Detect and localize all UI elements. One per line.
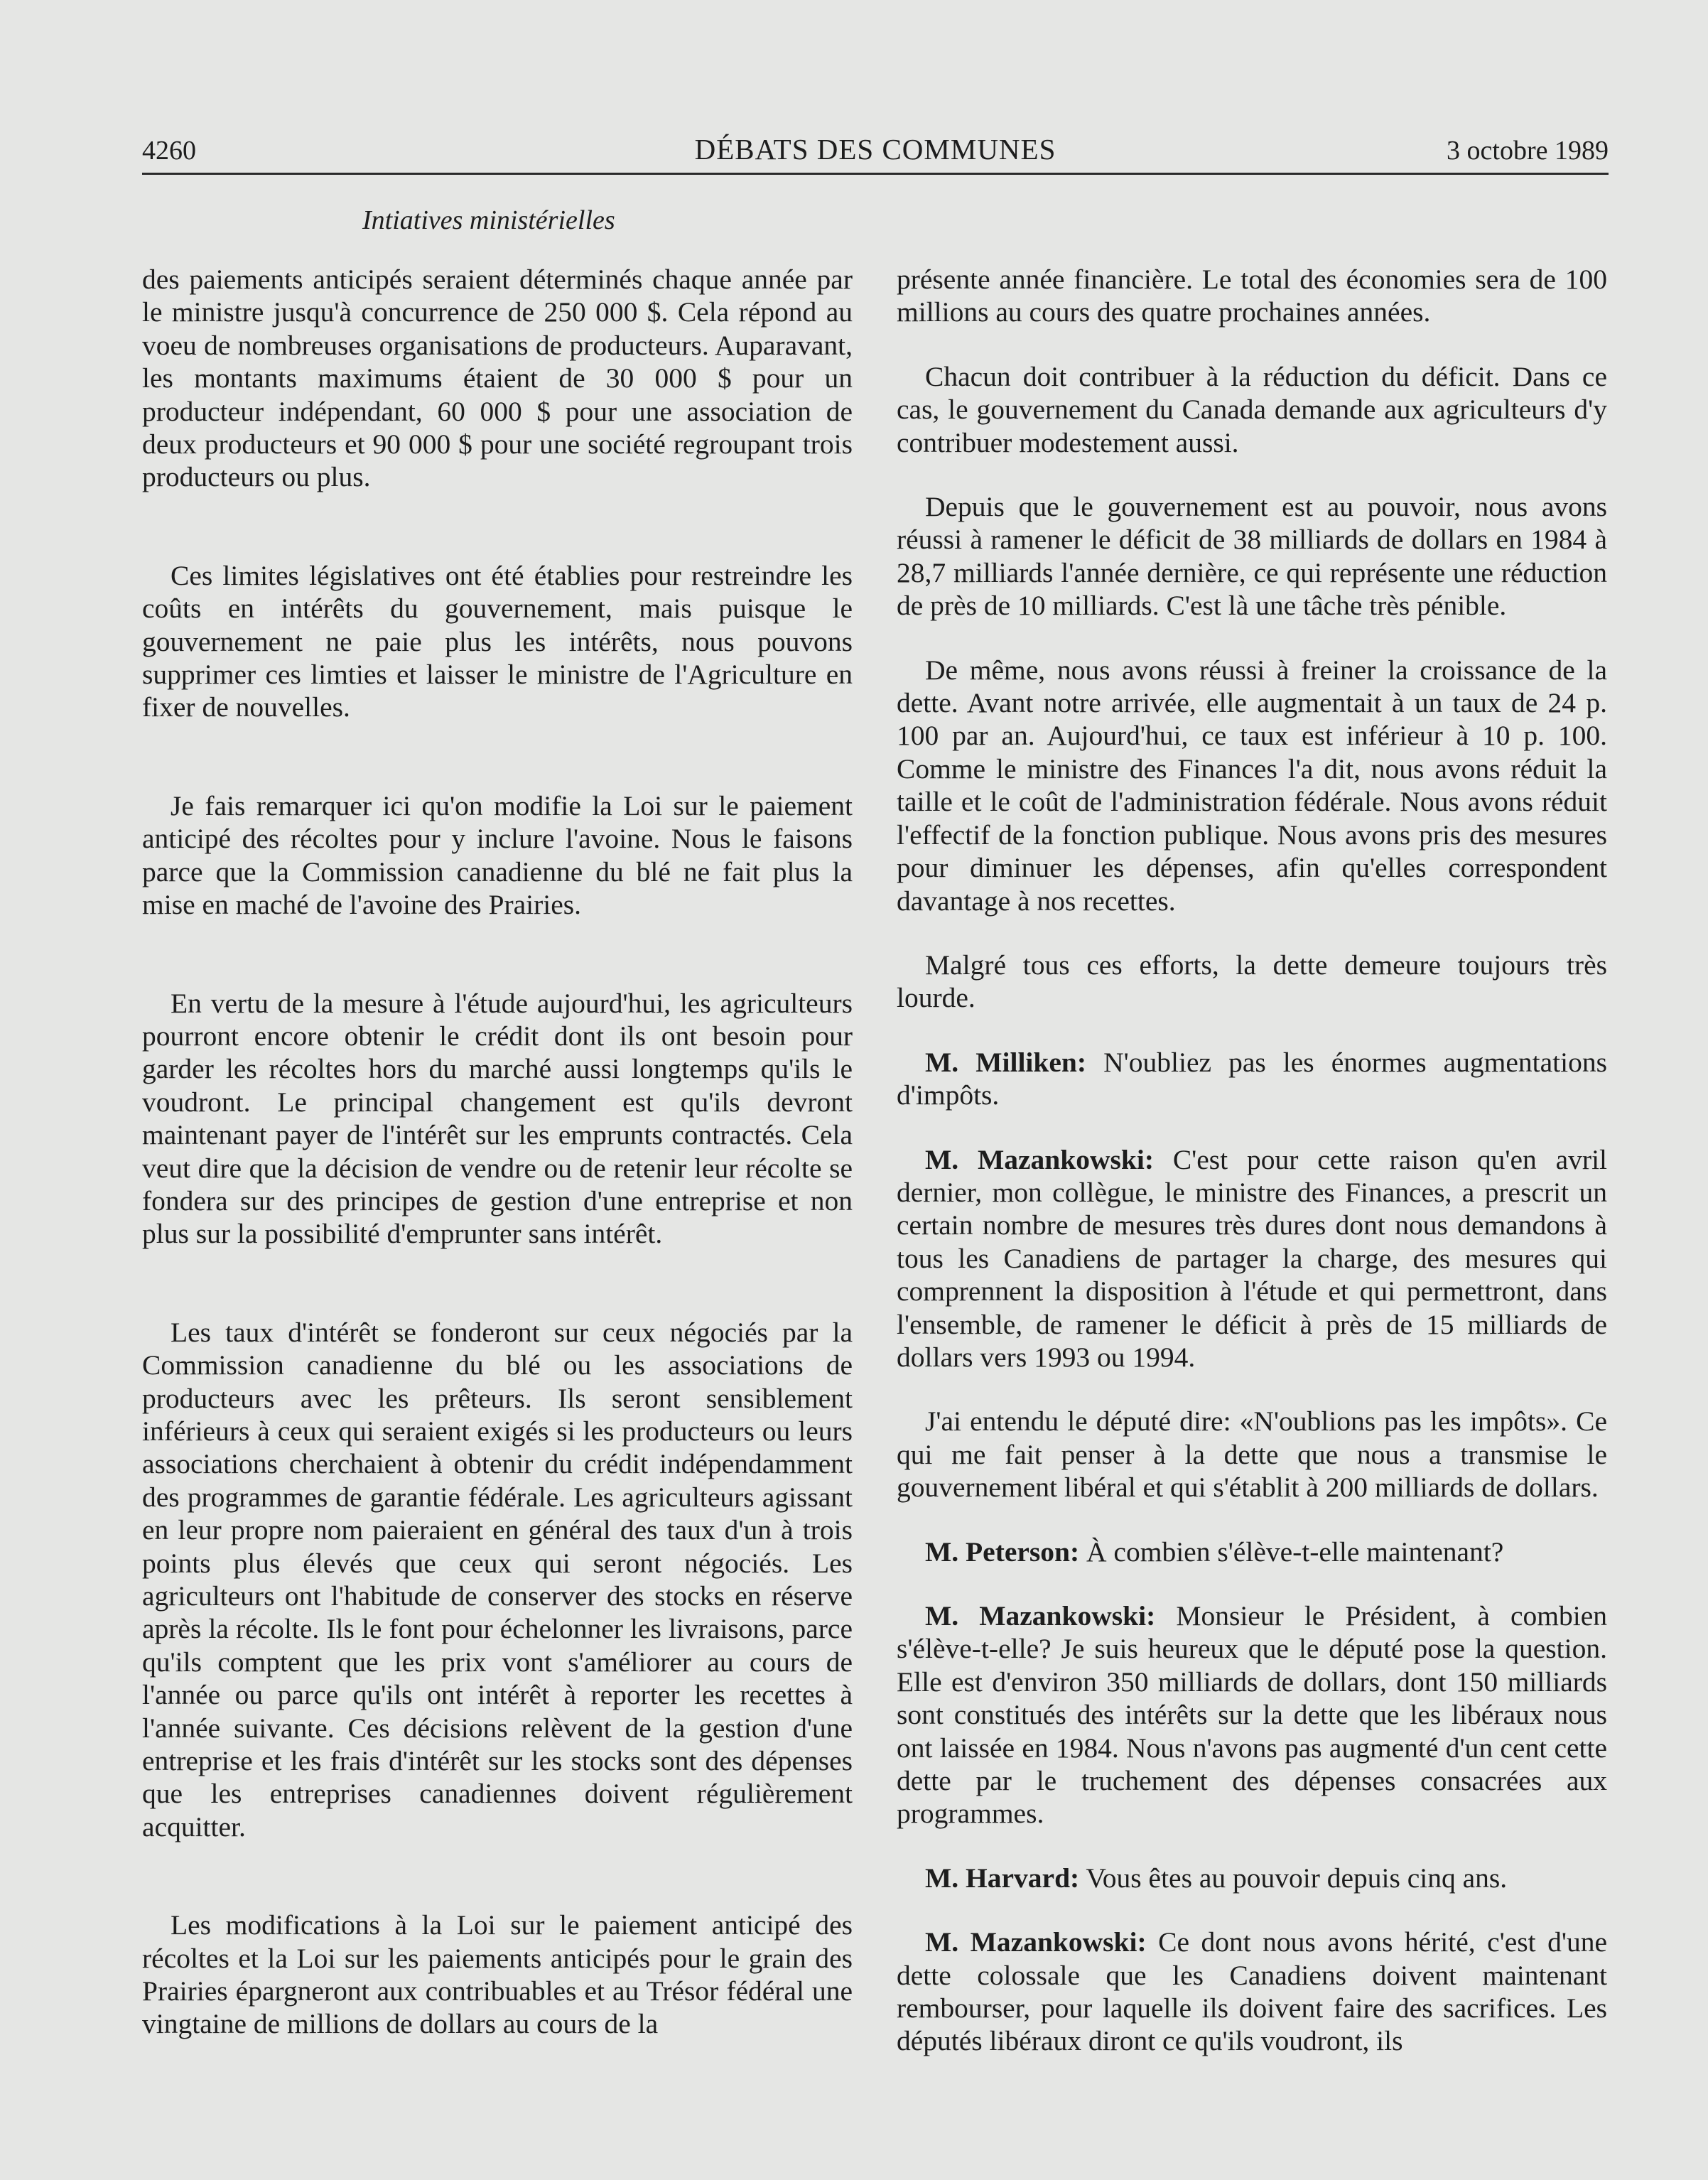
paragraph-text: C'est pour cette raison qu'en avril dernier, mon collègue, le ministre des Finances, a prescrit un certain nombre de mesures très dures dont nous demandons à tous les Canadiens de partager la charge, des mesures qui comprennent la disposition à l'étude et qui permettront, dans l'ensemble, de ramener le déficit à près de 15 milliards de dollars vers 1993 ou 1994.	[897, 1143, 1608, 1373]
paragraph-text: Depuis que le gouvernement est au pouvoir, nous avons réussi à ramener le déficit de 38 milliards de dollars en 1984 à 28,7 milliards l'année dernière, ce qui représente une réduction de près de 10 milliards. C'est là une tâche très pénible.	[897, 491, 1607, 622]
paragraph-text: Ce dont nous avons hérité, c'est d'une dette colossale que les Canadiens doivent maintenant rembourser, pour laquelle ils doivent faire des sacrifices. Les députés libéraux diront ce qu'ils voudront, ils	[897, 1926, 1607, 2057]
paragraph-text: N'oubliez pas les énormes augmentations d'impôts.	[897, 1046, 1607, 1111]
paragraph: Je fais remarquer ici qu'on modifie la Loi sur le paiement anticipé des récoltes pour y inclure l'avoine. Nous le faisons parce que la Commission canadienne du blé ne fait plus la mise en maché de l'avoine des Prairies.	[142, 789, 853, 921]
paragraph	[897, 654, 1607, 917]
paragraph-text: Chacun doit contribuer à la réduction du déficit. Dans ce cas, le gouvernement du Canada demande aux agriculteurs d'y contribuer modestement aussi.	[897, 360, 1607, 458]
paragraph	[897, 263, 1607, 329]
paragraph	[897, 949, 1607, 1015]
paragraph: Ces limites législatives ont été établies pour restreindre les coûts en intérêts du gouvernement, mais puisque le gouvernement ne paie plus les intérêts, nous pouvons supprimer ces limties et laisser le ministre de l'Agriculture en fixer de nouvelles.	[142, 559, 853, 723]
page-header	[142, 129, 1609, 172]
left-column	[142, 263, 853, 2041]
paragraph: des paiements anticipés seraient déterminés chaque année par le ministre jusqu'à concurrence de 250 000 $. Cela répond au voeu de nombreuses organisations de producteurs. Auparavant, les montants maximums étaient de 30 000 $ pour un producteur indépendant, 60 000 $ pour une association de deux producteurs et 90 000 $ pour une société regroupant trois producteurs ou plus.	[142, 264, 853, 493]
speech-paragraph	[897, 1599, 1607, 1830]
speaker-name: M. Milliken:	[925, 1046, 1087, 1078]
paragraph: Les taux d'intérêt se fonderont sur ceux négociés par la Commission canadienne du blé ou les associations de producteurs avec les prêteurs. Ils seront sensiblement inférieurs à ceux qui seraient exigés si les producteurs ou leurs associations cherchaient à obtenir du crédit indépendamment des programmes de garantie fédérale. Les agriculteurs agissant en leur propre nom paieraient en général des taux d'un à trois points plus élevés que ceux qui seront négociés. Les agriculteurs ont l'habitude de conserver des stocks en réserve après la récolte. Ils le font pour échelonner les livraisons, parce qu'ils comptent que les prix vont s'améliorer au cours de l'année ou parce qu'ils ont intérêt à reporter les recettes à l'année suivante. Ces décisions relèvent de la gestion d'une entreprise et les frais d'intérêt sur les stocks sont des dépenses que les entreprises canadiennes doivent régulièrement acquitter.	[142, 1316, 853, 1842]
paragraph	[897, 1405, 1607, 1504]
paragraph-text: Malgré tous ces efforts, la dette demeure toujours très lourde.	[897, 949, 1607, 1014]
publication-date: 3 octobre 1989	[1447, 136, 1609, 166]
speech-paragraph	[897, 1143, 1607, 1374]
paragraph-text: À combien s'élève-t-elle maintenant?	[1086, 1536, 1504, 1567]
paragraph: Les modifications à la Loi sur le paiement anticipé des récoltes et la Loi sur les paiements anticipés pour le grain des Prairies épargneront aux contribuables et au Trésor fédéral une vingtaine de millions de dollars au cours de la	[142, 1909, 853, 2040]
paragraph-text: présente année financière. Le total des économies sera de 100 millions au cours des quatre prochaines années.	[897, 264, 1607, 328]
paragraph-text: Vous êtes au pouvoir depuis cinq ans.	[1086, 1862, 1508, 1894]
speech-paragraph	[897, 1536, 1607, 1568]
section-rubric: Intiatives ministérielles	[362, 205, 615, 235]
right-column	[897, 263, 1607, 2058]
speech-paragraph	[897, 1862, 1607, 1894]
header-rule	[142, 173, 1609, 175]
speaker-name: M. Harvard:	[925, 1862, 1080, 1894]
speaker-name: M. Mazankowski:	[925, 1600, 1156, 1631]
speaker-name: M. Mazankowski:	[925, 1926, 1147, 1958]
publication-title: DÉBATS DES COMMUNES	[694, 133, 1056, 166]
speech-paragraph	[897, 1926, 1607, 2058]
paragraph: En vertu de la mesure à l'étude aujourd'hui, les agriculteurs pourront encore obtenir le crédit dont ils ont besoin pour garder les récoltes hors du marché aussi longtemps qu'ils le voudront. Le principal changement est qu'ils devront maintenant payer de l'intérêt sur les emprunts contractés. Cela veut dire que la décision de vendre ou de retenir leur récolte se fondera sur des principes de gestion d'une entreprise et non plus sur la possibilité d'emprunter sans intérêt.	[142, 987, 853, 1250]
speech-paragraph	[897, 1046, 1607, 1112]
speaker-name: M. Peterson:	[925, 1536, 1080, 1567]
page-number: 4260	[142, 136, 196, 166]
paragraph-text: J'ai entendu le député dire: «N'oublions pas les impôts». Ce qui me fait penser à la dette que nous a transmise le gouvernement libéral et qui s'établit à 200 milliards de dollars.	[897, 1405, 1607, 1504]
paragraph	[897, 360, 1607, 459]
speaker-name: M. Mazankowski:	[925, 1143, 1154, 1175]
paragraph-text: Monsieur le Président, à combien s'élève-t-elle? Je suis heureux que le député pose la question. Elle est d'environ 350 milliards de dollars, dont 150 milliards sont constitués des intérêts sur la dette que les libéraux nous ont laissée en 1984. Nous n'avons pas augmenté d'un cent cette dette par le truchement des dépenses consacrées aux programmes.	[897, 1600, 1607, 1830]
paragraph-text: De même, nous avons réussi à freiner la croissance de la dette. Avant notre arrivée, elle augmentait à un taux de 24 p. 100 par an. Aujourd'hui, ce taux est inférieur à 10 p. 100. Comme le ministre des Finances l'a dit, nous avons réduit la taille et le coût de l'administration fédérale. Nous avons réduit l'effectif de la fonction publique. Nous avons pris des mesures pour diminuer les dépenses, afin qu'elles correspondent davantage à nos recettes.	[897, 654, 1607, 917]
paragraph	[897, 490, 1607, 622]
